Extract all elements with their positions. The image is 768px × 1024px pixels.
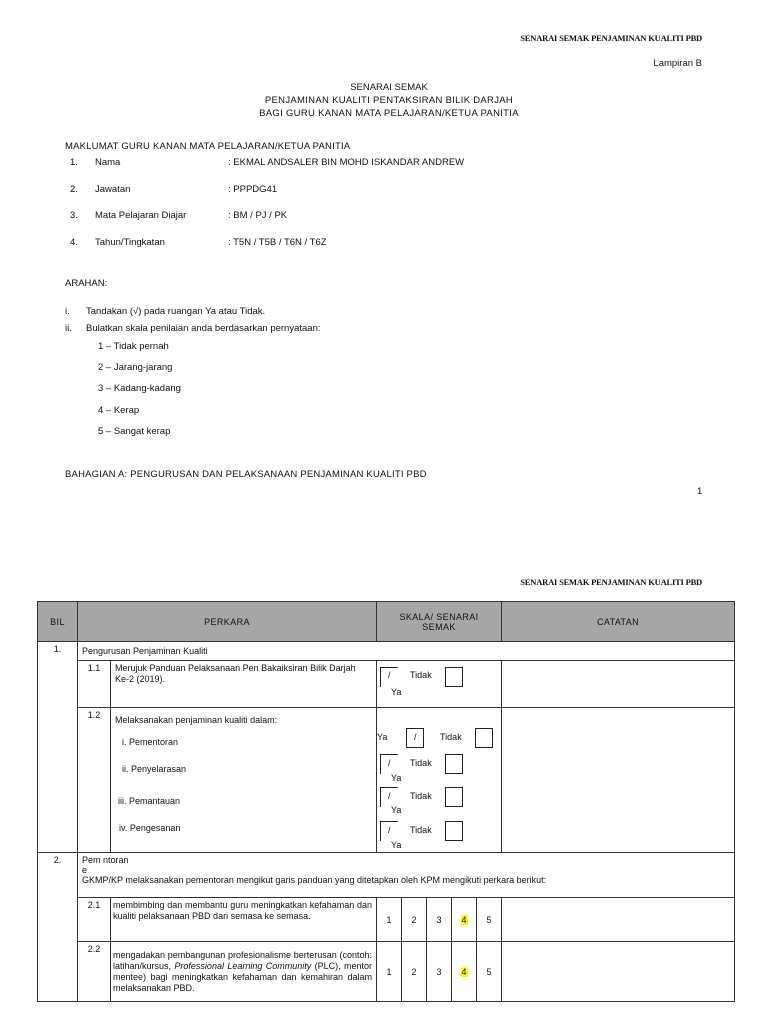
scale-option[interactable]: 2 <box>402 898 427 942</box>
scale-item: 4 – Kerap <box>98 405 140 416</box>
yes-no-cell <box>377 661 502 708</box>
check-box[interactable] <box>445 754 463 774</box>
check-box[interactable] <box>475 728 493 748</box>
arahan-text: Bulatkan skala penilaian anda berdasarkan pernyataan: <box>86 323 321 334</box>
info-label: Nama <box>95 157 121 168</box>
sub-item: ii. Penyelarasan <box>122 764 187 774</box>
header-catatan: CATATAN <box>502 602 735 642</box>
scale-option[interactable]: 1 <box>377 942 402 1002</box>
table-row <box>38 898 735 942</box>
tidak-label: Tidak <box>410 825 432 835</box>
check-box[interactable] <box>445 821 463 841</box>
scale-option-selected[interactable]: 4 <box>452 942 477 1002</box>
scale-item: 5 – Sangat kerap <box>98 426 171 437</box>
sub-item: i. Pementoran <box>122 737 179 747</box>
info-label: Tahun/Tingkatan <box>95 237 165 248</box>
info-no: 2. <box>70 184 78 195</box>
arahan-no: i. <box>65 306 70 317</box>
section-title-fragment: e <box>82 865 88 875</box>
scale-option-selected[interactable]: 4 <box>452 898 477 942</box>
scale-option[interactable]: 2 <box>402 942 427 1002</box>
info-value: : BM / PJ / PK <box>228 210 288 221</box>
catatan-cell[interactable] <box>502 708 735 853</box>
table-row <box>38 661 735 708</box>
check-mark: / <box>388 825 391 835</box>
scale-item: 1 – Tidak pernah <box>98 341 169 352</box>
running-header: SENARAI SEMAK PENJAMINAN KUALITI PBD <box>520 33 702 43</box>
scale-option[interactable]: 3 <box>427 942 452 1002</box>
ya-label: Ya <box>391 773 402 783</box>
item-text: mengadakan pembangunan profesionalisme berterusan (contoh: latihan/kursus, Professional Learning Community (PLC), mentor mentee) bagi meningkatkan kefahaman dan kemahiran dalam melaksanakan PBD. <box>111 942 377 1002</box>
info-value: : PPPDG41 <box>228 184 278 195</box>
item-text-cell <box>111 708 377 853</box>
check-mark: / <box>388 791 391 801</box>
item-no: 2.1 <box>78 898 111 942</box>
arahan-heading: ARAHAN: <box>65 278 108 289</box>
check-mark: / <box>388 670 391 680</box>
section-row <box>38 853 735 898</box>
section-desc: GKMP/KP melaksanakan pementoran mengikut garis panduan yang ditetapkan oleh KPM mengikuti perkara berikut: <box>82 875 547 885</box>
info-no: 4. <box>70 237 78 248</box>
info-label: Jawatan <box>95 184 131 195</box>
title-line-2: PENJAMINAN KUALITI PENTAKSIRAN BILIK DARJAH <box>264 95 514 106</box>
info-heading: MAKLUMAT GURU KANAN MATA PELAJARAN/KETUA PANITIA <box>65 141 351 152</box>
scale-option[interactable]: 5 <box>477 942 502 1002</box>
header-skala: SKALA/ SENARAI SEMAK <box>377 602 502 642</box>
yes-no-cell <box>377 708 502 853</box>
catatan-cell[interactable] <box>502 898 735 942</box>
ya-label: Ya <box>377 732 388 742</box>
item-intro: Melaksanakan penjaminan kualiti dalam: <box>115 715 278 725</box>
info-label: Mata Pelajaran Diajar <box>95 210 187 221</box>
checklist-table <box>37 601 735 1002</box>
item-no: 1.1 <box>78 661 111 708</box>
item-text: membimbing dan membantu guru meningkatkan kefahaman dan kualiti pelaksanaan PBD dari semasa ke semasa. <box>111 898 377 942</box>
header-perkara: PERKARA <box>78 602 377 642</box>
scale-item: 2 – Jarang-jarang <box>98 362 173 373</box>
section-cell <box>78 853 735 898</box>
tidak-label: Tidak <box>410 670 432 680</box>
check-box[interactable] <box>445 787 463 807</box>
scale-option[interactable]: 3 <box>427 898 452 942</box>
table-row <box>38 708 735 853</box>
check-mark: / <box>414 732 417 742</box>
section-no: 1. <box>38 642 78 853</box>
arahan-text: Tandakan (√) pada ruangan Ya atau Tidak. <box>86 306 266 317</box>
tidak-label: Tidak <box>410 758 432 768</box>
info-value: : T5N / T5B / T6N / T6Z <box>228 237 327 248</box>
catatan-cell[interactable] <box>502 661 735 708</box>
check-box[interactable] <box>445 667 463 687</box>
bahagian-heading: BAHAGIAN A: PENGURUSAN DAN PELAKSANAAN PENJAMINAN KUALITI PBD <box>65 469 427 480</box>
page-number: 1 <box>697 486 703 497</box>
ya-label: Ya <box>391 840 402 850</box>
check-mark: / <box>388 758 391 768</box>
item-text: Merujuk Panduan Pelaksanaan Pen Bakaiksiran Bilik Darjah Ke-2 (2019). <box>111 661 377 708</box>
sub-item: iii. Pemantauan <box>118 796 181 806</box>
info-no: 1. <box>70 157 78 168</box>
table-row <box>38 942 735 1002</box>
scale-option[interactable]: 5 <box>477 898 502 942</box>
section-title: Pengurusan Penjaminan Kualiti <box>78 642 735 661</box>
lampiran-label: Lampiran B <box>653 58 702 69</box>
catatan-cell[interactable] <box>502 942 735 1002</box>
ya-label: Ya <box>391 687 402 697</box>
item-no: 1.2 <box>78 708 111 853</box>
info-value: : EKMAL ANDSALER BIN MOHD ISKANDAR ANDREW <box>228 157 465 168</box>
tidak-label: Tidak <box>410 791 432 801</box>
scale-option[interactable]: 1 <box>377 898 402 942</box>
title-line-1: SENARAI SEMAK <box>350 82 428 93</box>
section-title: Pem ntoran <box>82 855 129 865</box>
tidak-label: Tidak <box>440 732 462 742</box>
ya-label: Ya <box>391 805 402 815</box>
item-no: 2.2 <box>78 942 111 1002</box>
section-row <box>38 642 735 661</box>
arahan-no: ii. <box>65 323 72 334</box>
title-line-3: BAGI GURU KANAN MATA PELAJARAN/KETUA PANITIA <box>259 108 519 119</box>
header-bil: BIL <box>38 602 78 642</box>
section-no: 2. <box>38 853 78 1002</box>
sub-item: iv. Pengesanan <box>119 823 181 833</box>
scale-item: 3 – Kadang-kadang <box>98 383 181 394</box>
info-no: 3. <box>70 210 78 221</box>
running-header-page2: SENARAI SEMAK PENJAMINAN KUALITI PBD <box>520 577 702 587</box>
